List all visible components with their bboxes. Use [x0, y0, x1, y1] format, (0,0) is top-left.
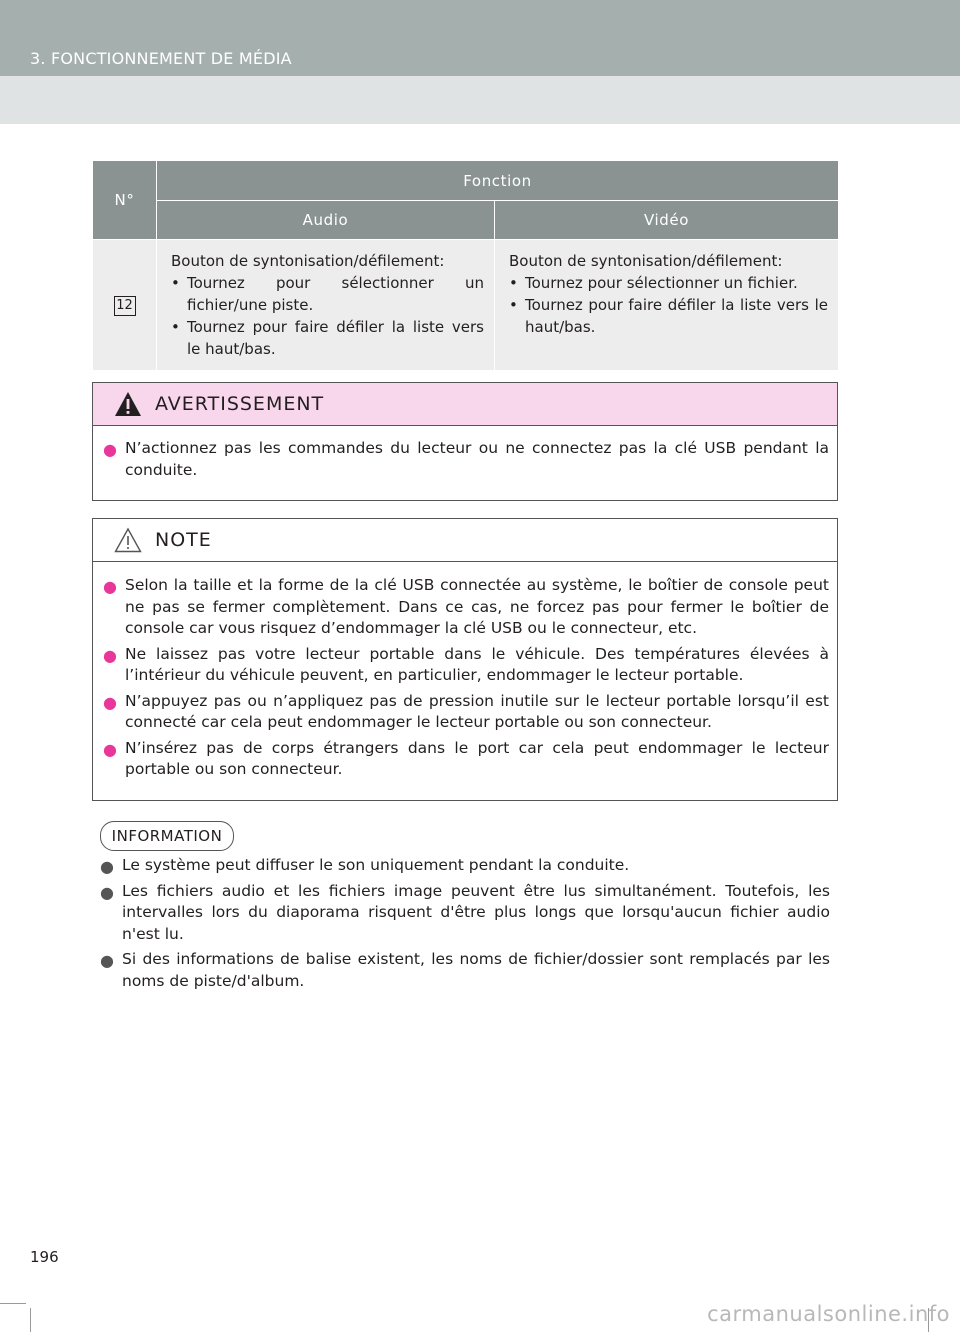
note-title: NOTE: [155, 529, 212, 551]
list-item: • Tournez pour sélectionner un fichier.: [509, 274, 798, 292]
bullet-icon: •: [171, 318, 180, 336]
list-item: ● N’appuyez pas ou n’appliquez pas de pression inutile sur le lecteur portable lorsqu’il est connecté car cela peut endommager le lecteur portable ou son connecteur.: [103, 691, 829, 731]
warning-icon: [114, 391, 142, 417]
caution-icon: [114, 527, 142, 553]
bullet-icon: ●: [103, 692, 117, 712]
information-tag: INFORMATION: [100, 821, 234, 851]
watermark: carmanualsonline.info: [707, 1302, 950, 1326]
video-cell: [495, 240, 839, 371]
function-table: [92, 160, 839, 371]
bullet-icon: ●: [103, 577, 117, 596]
list-item: ● N’actionnez pas les commandes du lecteur ou ne connectez pas la clé USB pendant la conduite.: [103, 439, 829, 479]
table-row: [93, 240, 839, 371]
video-title: Bouton de syntonisation/défilement:: [509, 252, 783, 270]
bullet-icon: ●: [103, 739, 117, 759]
warning-box: [92, 382, 838, 501]
bullet-icon: ●: [100, 882, 114, 902]
bullet-icon: •: [509, 296, 518, 314]
bullet-icon: ●: [103, 440, 117, 459]
audio-cell: [157, 240, 495, 371]
list-item: ● N’insérez pas de corps étrangers dans le port car cela peut endommager le lecteur portable ou son connecteur.: [103, 738, 829, 778]
warning-title: AVERTISSEMENT: [155, 393, 325, 415]
list-item: ● Selon la taille et la forme de la clé USB connectée au système, le boîtier de console peut ne pas se fermer complètement. Dans ce cas, ne forcez pas pour fermer le boîtier de console car vous risquez d’endommager la clé USB ou le connecteur, etc.: [103, 576, 829, 637]
list-item: • Tournez pour faire défiler la liste vers le haut/bas.: [509, 296, 828, 336]
list-item: ● Si des informations de balise existent, les noms de fichier/dossier sont remplacés par les noms de piste/d'album.: [100, 950, 830, 990]
crop-mark: [0, 1303, 26, 1304]
bullet-icon: ●: [100, 951, 114, 970]
bullet-icon: •: [171, 274, 180, 292]
row-number-cell: [93, 240, 157, 371]
header-bar: [0, 0, 960, 76]
warning-header: [93, 383, 837, 426]
row-number-badge: 12: [114, 296, 136, 316]
note-header: [93, 519, 837, 562]
audio-title: Bouton de syntonisation/défilement:: [171, 252, 445, 270]
list-item: ● Ne laissez pas votre lecteur portable dans le véhicule. Des températures élevées à l’intérieur du véhicule peuvent, en particulier, endommager le lecteur portable.: [103, 644, 829, 684]
col-header-function: Fonction: [157, 161, 839, 201]
list-item: • Tournez pour sélectionner un fichier/une piste.: [171, 274, 484, 314]
bullet-icon: ●: [103, 645, 117, 665]
bullet-icon: •: [509, 274, 518, 292]
bullet-icon: ●: [100, 857, 114, 876]
section-title: 3. FONCTIONNEMENT DE MÉDIA: [30, 49, 292, 68]
page-number: 196: [30, 1248, 59, 1266]
list-item: ● Les fichiers audio et les fichiers image peuvent être lus simultanément. Toutefois, les intervalles lors du diaporama risquent d'être plus longs que lorsqu'aucun fichier audio n'est lu.: [100, 881, 830, 943]
col-header-audio: Audio: [157, 201, 495, 240]
col-header-number: N°: [93, 161, 157, 240]
note-box: [92, 518, 838, 801]
list-item: • Tournez pour faire défiler la liste vers le haut/bas.: [171, 318, 484, 358]
list-item: ● Le système peut diffuser le son uniquement pendant la conduite.: [100, 856, 630, 876]
col-header-video: Vidéo: [495, 201, 839, 240]
information-list: [98, 855, 830, 996]
crop-mark: [30, 1308, 31, 1332]
